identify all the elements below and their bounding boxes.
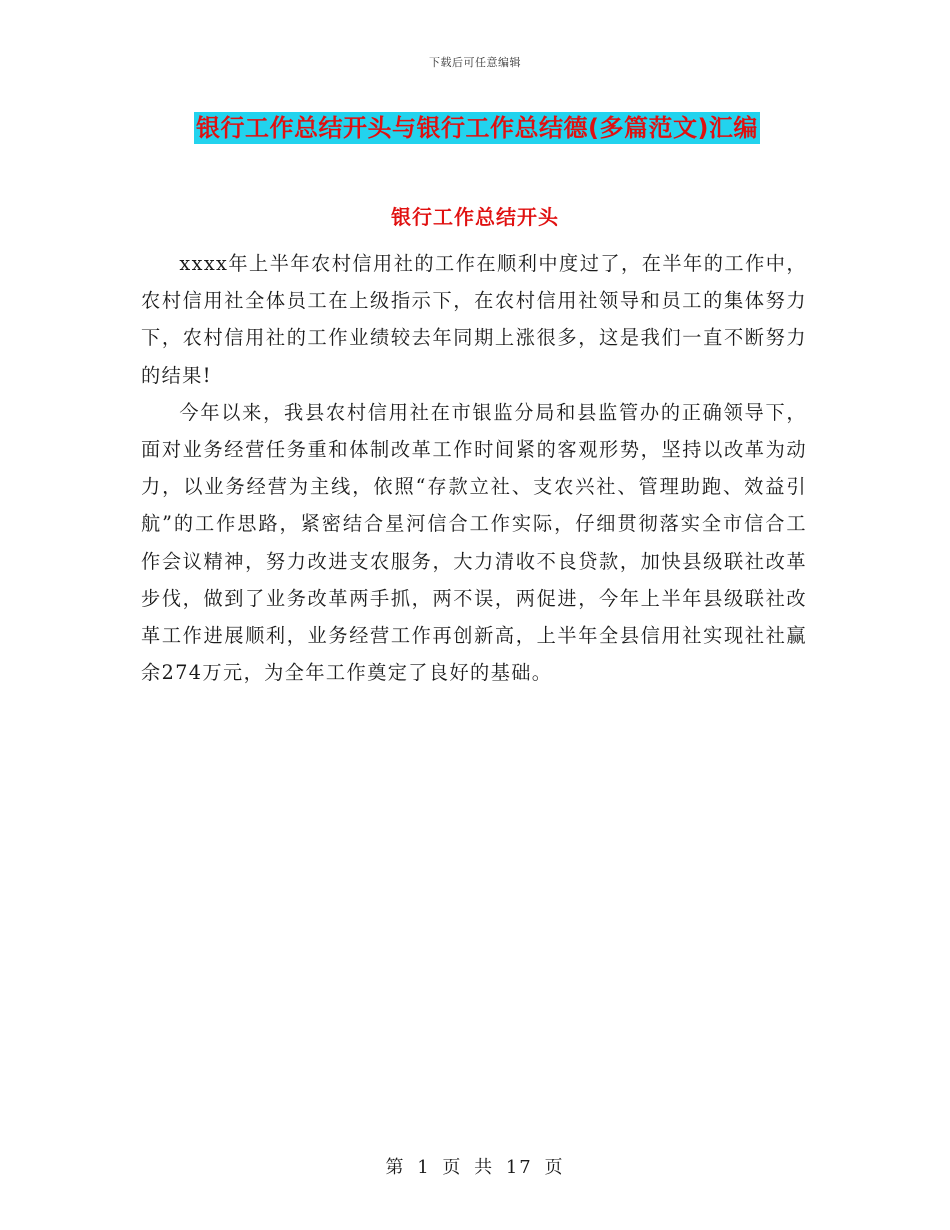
document-title-highlight (194, 112, 760, 144)
paragraph-1: xxxx年上半年农村信用社的工作在顺利中度过了，在半年的工作中，农村信用社全体员工在上级指示下，在农村信用社领导和员工的集体努力下，农村信用社的工作业绩较去年同期上涨很多，这是我们一直不断努力的结果! (141, 252, 807, 387)
page-number: 第 1 页 共 17 页 (385, 1157, 565, 1178)
section-title: 银行工作总结开头 (391, 205, 559, 229)
document-title: 银行工作总结开头与银行工作总结德(多篇范文)汇编 (196, 114, 758, 142)
header-note: 下载后可任意编辑 (429, 56, 521, 69)
paragraph-2: 今年以来，我县农村信用社在市银监分局和县监管办的正确领导下，面对业务经营任务重和体制改革工作时间紧的客观形势，坚持以改革为动力，以业务经营为主线，依照“存款立社、支农兴社、管理助跑、效益引航”的工作思路，紧密结合星河信合工作实际，仔细贯彻落实全市信合工作会议精神，努力改进支农服务，大力清收不良贷款，加快县级联社改革步伐，做到了业务改革两手抓，两不误，两促进，今年上半年县级联社改革工作进展顺利，业务经营工作再创新高，上半年全县信用社实现社社赢余274万元，为全年工作奠定了良好的基础。 (141, 400, 807, 685)
document-body (141, 245, 807, 691)
